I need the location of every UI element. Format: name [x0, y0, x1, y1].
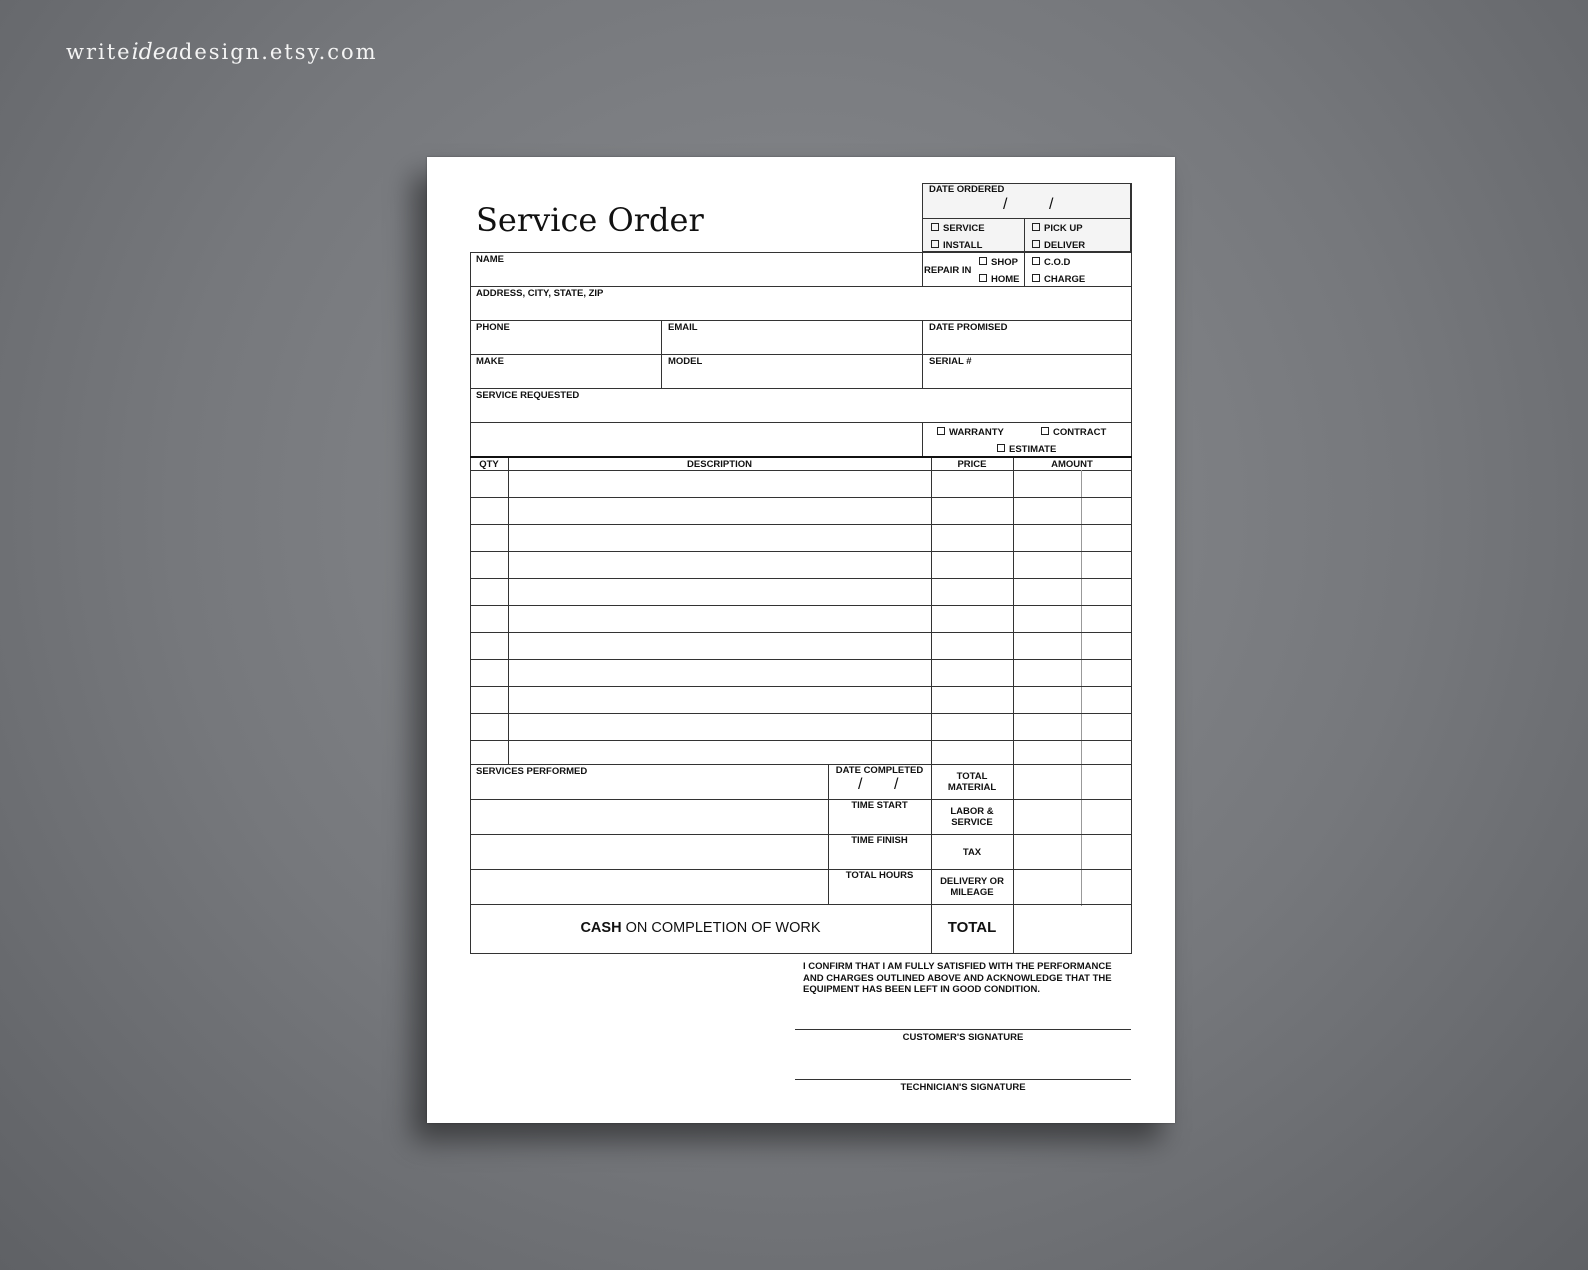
deliver-label: DELIVER [1044, 240, 1086, 251]
table-row [470, 524, 1131, 525]
checkbox-icon[interactable] [1032, 274, 1040, 282]
divider [470, 422, 1131, 423]
delivery-mileage-label [931, 876, 1013, 898]
form-left-border [470, 252, 471, 953]
repair-in-label: REPAIR IN [924, 265, 972, 276]
date-separator: / [894, 776, 899, 793]
table-row [470, 497, 1131, 498]
service-requested-label: SERVICE REQUESTED [476, 390, 580, 401]
divider [470, 799, 1131, 800]
table-col-divider [1013, 458, 1014, 953]
time-finish-label: TIME FINISH [851, 835, 908, 846]
checkbox-icon[interactable] [979, 274, 987, 282]
phone-label: PHONE [476, 322, 510, 333]
divider [922, 252, 923, 286]
confirm-line: AND CHARGES OUTLINED ABOVE AND ACKNOWLEDGE THAT THE [803, 972, 1112, 984]
checkbox-icon[interactable] [1032, 223, 1040, 231]
cash-bold: CASH [580, 920, 622, 936]
table-top-rule [470, 456, 1132, 458]
make-label: MAKE [476, 356, 504, 367]
labor-line2: SERVICE [951, 817, 993, 828]
total-hours-label: TOTAL HOURS [845, 870, 914, 881]
total-material-line1: TOTAL [956, 771, 988, 782]
delivery-line2: MILEAGE [950, 887, 994, 898]
date-ordered-label: DATE ORDERED [929, 184, 1005, 195]
table-row [470, 605, 1131, 606]
confirm-line: I CONFIRM THAT I AM FULLY SATISFIED WITH THE PERFORMANCE [803, 961, 1112, 972]
total-material-line2: MATERIAL [947, 782, 997, 793]
date-separator: / [858, 776, 863, 793]
contract-label: CONTRACT [1053, 427, 1107, 438]
table-row [470, 551, 1131, 552]
total-material-label [931, 771, 1013, 793]
home-option[interactable] [979, 274, 1020, 285]
charge-label: CHARGE [1044, 274, 1086, 285]
divider [470, 834, 1131, 835]
time-start-label: TIME START [851, 800, 908, 811]
model-label: MODEL [668, 356, 703, 367]
table-row [470, 632, 1131, 633]
divider [922, 422, 923, 456]
description-header: DESCRIPTION [687, 459, 752, 470]
technician-signature-label: TECHNICIAN'S SIGNATURE [900, 1082, 1026, 1093]
divider [470, 286, 1131, 287]
serial-label: SERIAL # [929, 356, 972, 367]
cash-rest: ON COMPLETION OF WORK [621, 920, 821, 936]
charge-option[interactable] [1032, 274, 1085, 285]
name-label: NAME [476, 254, 504, 265]
service-order-sheet [427, 157, 1175, 1123]
delivery-line1: DELIVERY OR [940, 876, 1004, 887]
watermark-script: idea [131, 40, 179, 65]
deliver-option[interactable] [1032, 240, 1085, 251]
date-separator: / [1049, 196, 1054, 213]
table-row [470, 578, 1131, 579]
checkbox-icon[interactable] [997, 444, 1005, 452]
amount-header: AMOUNT [1051, 459, 1093, 470]
checkbox-icon[interactable] [979, 257, 987, 265]
cash-terms [470, 920, 931, 936]
price-header: PRICE [957, 459, 987, 470]
table-col-divider [1081, 470, 1082, 906]
shop-option[interactable] [979, 257, 1018, 268]
form-right-border [1131, 183, 1132, 953]
page-title: Service Order [476, 201, 704, 239]
install-option[interactable] [931, 240, 982, 251]
labor-line1: LABOR & [950, 806, 994, 817]
divider [470, 470, 1131, 471]
pick-up-option[interactable] [1032, 223, 1083, 234]
confirm-line: EQUIPMENT HAS BEEN LEFT IN GOOD CONDITION. [803, 984, 1040, 995]
email-label: EMAIL [668, 322, 698, 333]
confirmation-text [803, 961, 1112, 996]
divider [470, 869, 1131, 870]
date-promised-label: DATE PROMISED [929, 322, 1008, 333]
table-col-divider [508, 458, 509, 764]
checkbox-icon[interactable] [1041, 427, 1049, 435]
checkbox-icon[interactable] [931, 223, 939, 231]
watermark-pre: write [66, 40, 132, 64]
technician-signature-line[interactable] [795, 1079, 1131, 1080]
warranty-option[interactable] [937, 427, 1004, 438]
divider [922, 218, 1131, 219]
address-label: ADDRESS, CITY, STATE, ZIP [476, 288, 604, 299]
shop-label: SHOP [991, 257, 1018, 268]
cod-label: C.O.D [1044, 257, 1071, 268]
warranty-label: WARRANTY [949, 427, 1004, 438]
date-completed-label: DATE COMPLETED [835, 765, 924, 776]
checkbox-icon[interactable] [1032, 240, 1040, 248]
watermark [66, 40, 378, 65]
contract-option[interactable] [1041, 427, 1106, 438]
checkbox-icon[interactable] [931, 240, 939, 248]
install-label: INSTALL [943, 240, 983, 251]
checkbox-icon[interactable] [1032, 257, 1040, 265]
divider [470, 388, 1131, 389]
table-row [470, 686, 1131, 687]
table-row [470, 659, 1131, 660]
service-option[interactable] [931, 223, 985, 234]
home-label: HOME [991, 274, 1020, 285]
cod-option[interactable] [1032, 257, 1070, 268]
divider [470, 320, 1131, 321]
customer-signature-line[interactable] [795, 1029, 1131, 1030]
table-row [470, 740, 1131, 741]
pick-up-label: PICK UP [1044, 223, 1083, 234]
estimate-label: ESTIMATE [1009, 444, 1057, 455]
total-label: TOTAL [947, 919, 997, 936]
labor-service-label [931, 806, 1013, 828]
table-row [470, 764, 1131, 765]
checkbox-icon[interactable] [937, 427, 945, 435]
customer-signature-label: CUSTOMER'S SIGNATURE [902, 1032, 1024, 1043]
divider [470, 354, 1131, 355]
service-label: SERVICE [943, 223, 985, 234]
date-separator: / [1003, 196, 1008, 213]
services-performed-label: SERVICES PERFORMED [476, 766, 588, 777]
qty-header: QTY [479, 459, 499, 470]
tax-label: TAX [962, 847, 982, 858]
estimate-option[interactable] [997, 444, 1056, 455]
divider [470, 904, 1131, 905]
table-row [470, 713, 1131, 714]
divider [470, 252, 1131, 253]
form-bottom-border [470, 953, 1132, 954]
watermark-post: design.etsy.com [178, 40, 378, 64]
